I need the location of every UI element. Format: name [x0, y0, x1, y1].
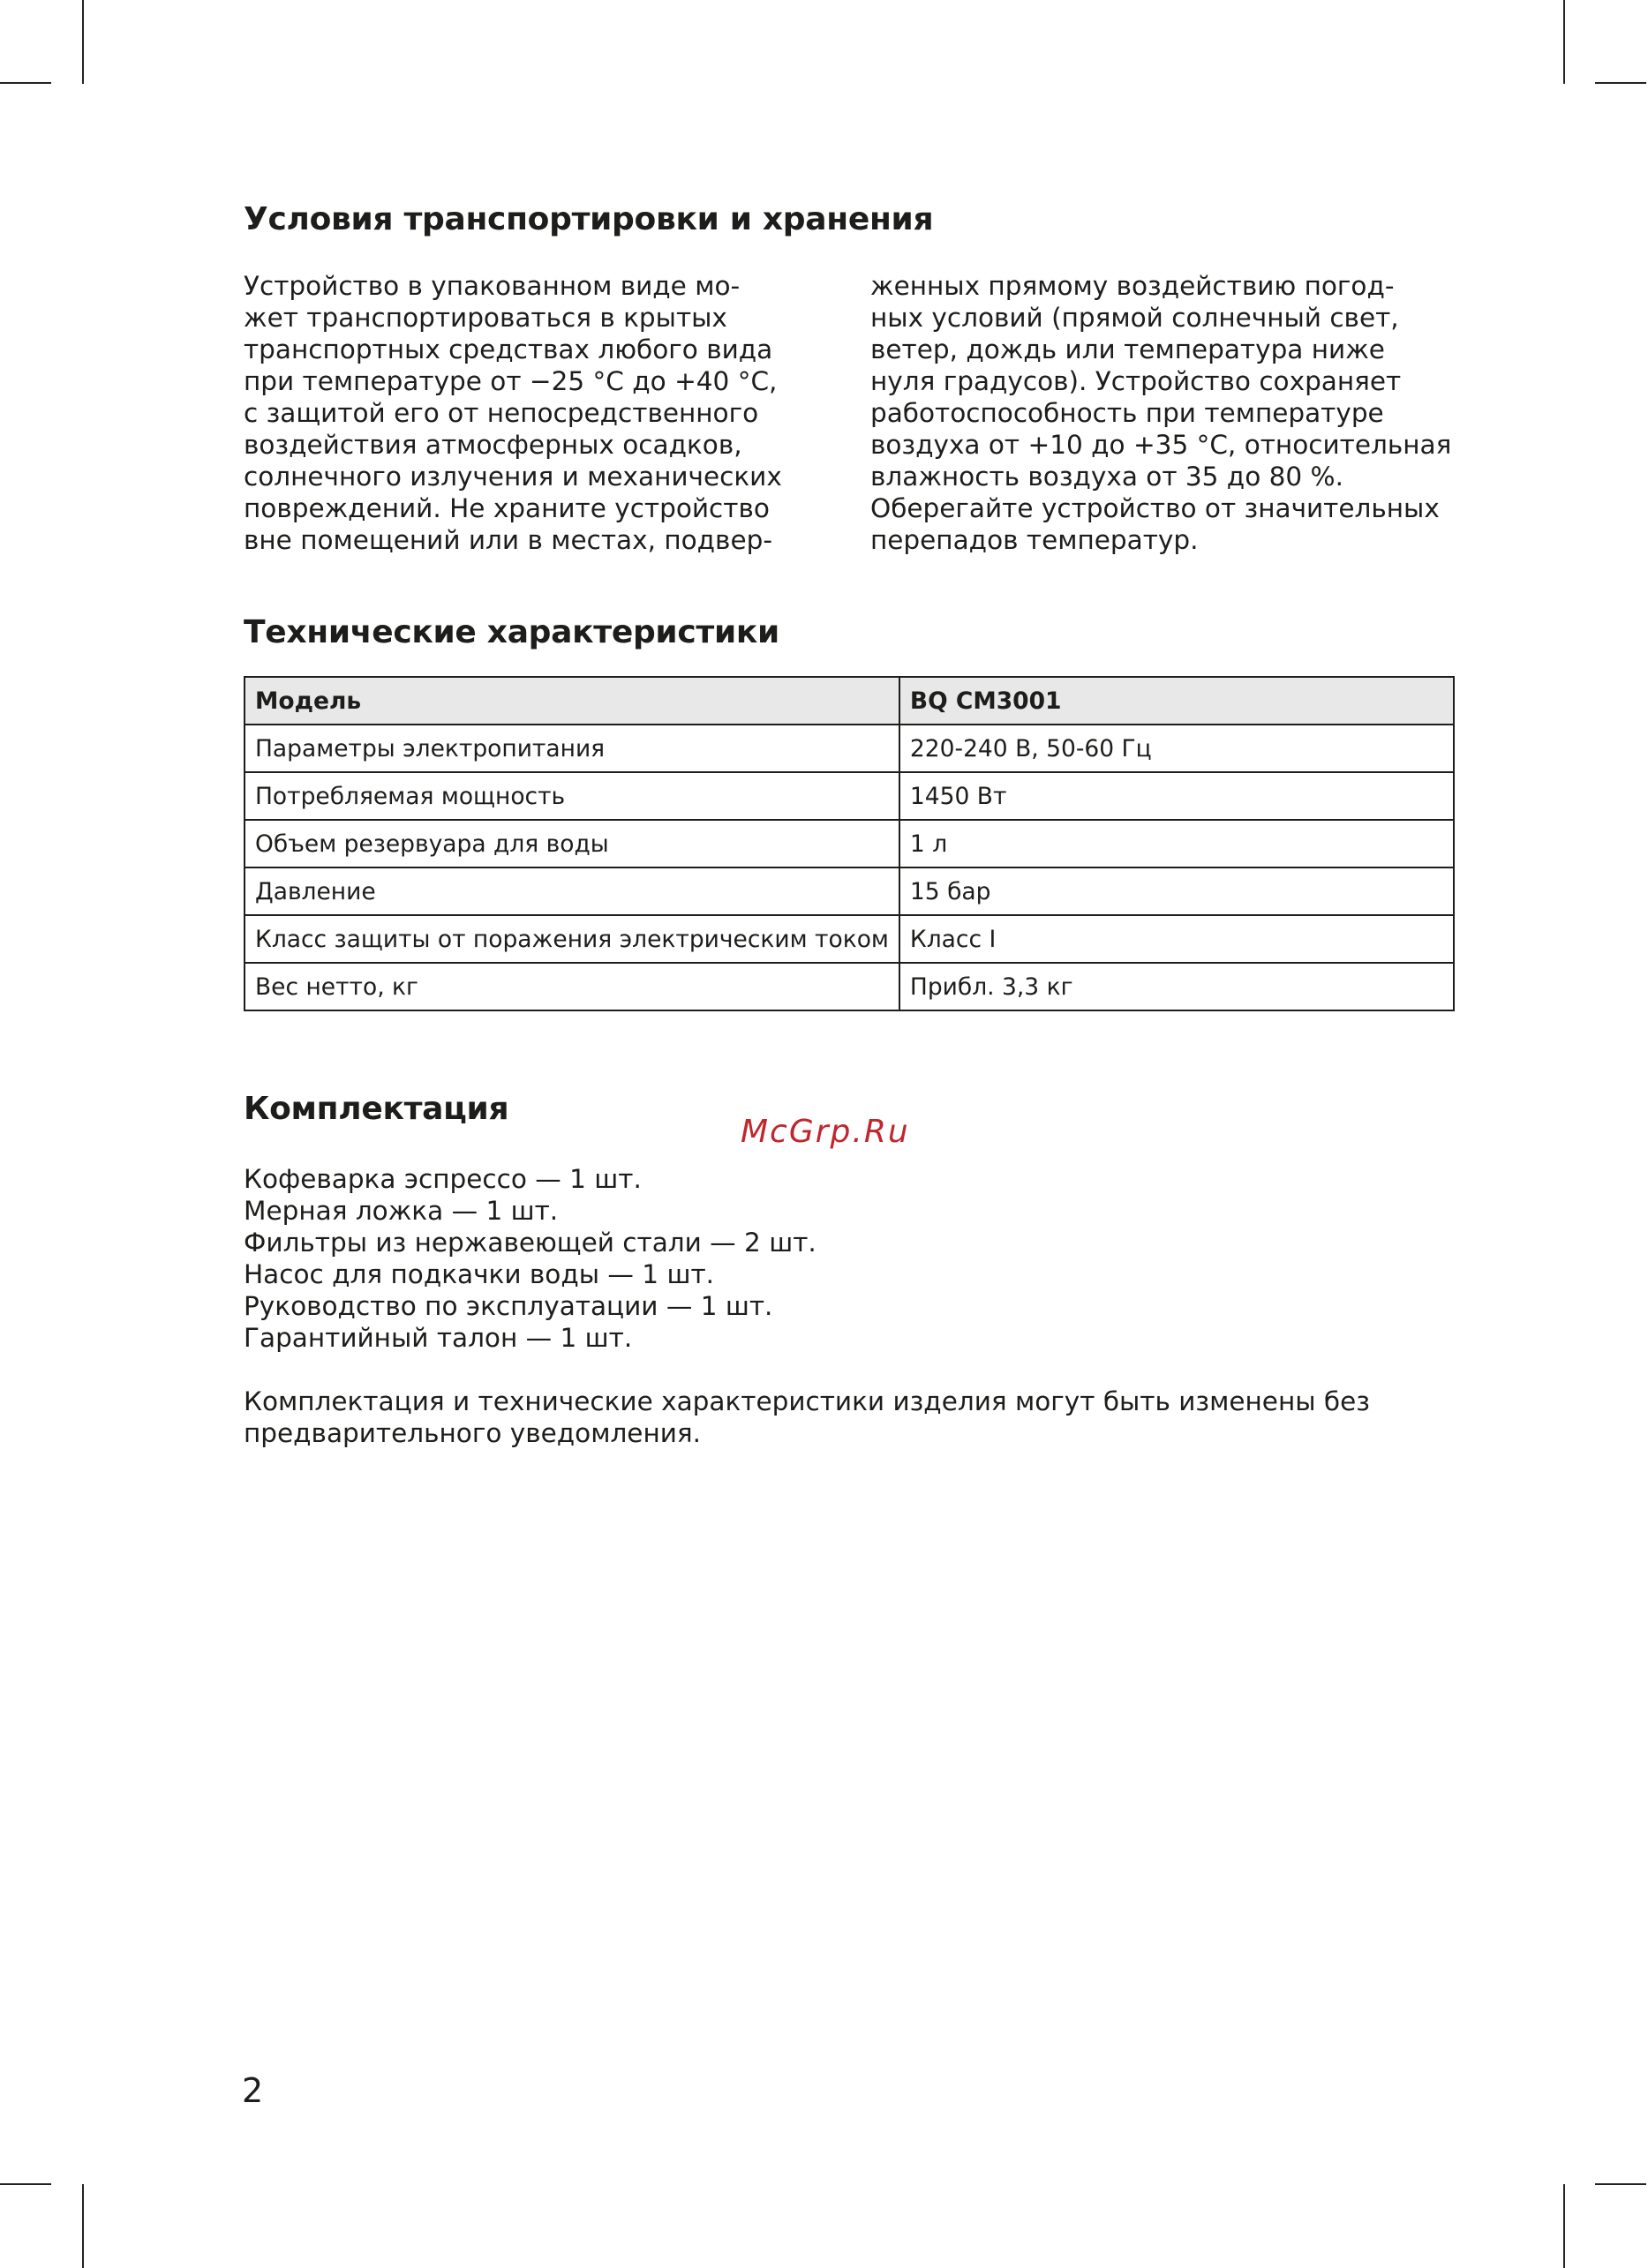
list-item: Мерная ложка — 1 шт. [244, 1196, 559, 1226]
kit-heading: Комплектация [244, 1091, 509, 1127]
table-cell: 1 л [899, 820, 1454, 867]
list-item: Руководство по эксплуатации — 1 шт. [244, 1291, 773, 1321]
table-cell: BQ CM3001 [899, 677, 1454, 725]
crop-mark [1563, 2184, 1565, 2268]
table-header-row [245, 677, 1454, 725]
crop-mark [1563, 0, 1565, 84]
table-row [245, 820, 1454, 867]
list-item: Насос для подкачки воды — 1 шт. [244, 1259, 715, 1289]
crop-mark [0, 82, 51, 84]
table-cell: 15 бар [899, 867, 1454, 915]
page-number: 2 [242, 2071, 264, 2110]
table-cell: 220-240 В, 50-60 Гц [899, 725, 1454, 772]
table-cell: Объем резервуара для воды [245, 820, 899, 867]
table-cell: Прибл. 3,3 кг [899, 963, 1454, 1010]
table-cell: Класс защиты от поражения электрическим током [245, 915, 899, 963]
list-item: Фильтры из нержавеющей стали — 2 шт. [244, 1228, 816, 1258]
table-row [245, 963, 1454, 1010]
watermark: McGrp.Ru [741, 1114, 910, 1150]
kit-list [244, 1163, 816, 1354]
table-row [245, 915, 1454, 963]
table-cell: Потребляемая мощность [245, 772, 899, 820]
table-cell: Давление [245, 867, 899, 915]
table-cell: Класс I [899, 915, 1454, 963]
specs-table [244, 676, 1455, 1011]
transport-text-col2: женных прямому воздействию погод- ных условий (прямой солнечный свет, ветер, дождь или температура ниже нуля градусов). Устройство сохраняет работоспособность при температуре воздуха от +10 до +35 °C, относительная влажность воздуха от 35 до 80 %. Оберегайте устройство от значительных перепадов температур. [870, 271, 1452, 555]
list-item: Гарантийный талон — 1 шт. [244, 1323, 633, 1353]
transport-text-col1: Устройство в упакованном виде мо- жет транспортироваться в крытых транспортных средствах любого вида при температуре от −25 °C до +40 °C, с защитой его от непосредственного воздействия атмосферных осадков, солнечного излучения и механических повреждений. Не храните устройство вне помещений или в местах, подвер- [244, 271, 782, 555]
kit-note: Комплектация и технические характеристики изделия могут быть изменены без предварительного уведомления. [244, 1386, 1370, 1448]
crop-mark [1595, 2183, 1646, 2185]
crop-mark [1595, 82, 1646, 84]
table-cell: Вес нетто, кг [245, 963, 899, 1010]
table-cell: Модель [245, 677, 899, 725]
crop-mark [82, 0, 84, 84]
table-row [245, 772, 1454, 820]
crop-mark [0, 2183, 51, 2185]
list-item: Кофеварка эспрессо — 1 шт. [244, 1164, 642, 1194]
crop-mark [82, 2184, 84, 2268]
table-row [245, 725, 1454, 772]
table-cell: 1450 Вт [899, 772, 1454, 820]
transport-heading: Условия транспортировки и хранения [244, 201, 934, 237]
table-cell: Параметры электропитания [245, 725, 899, 772]
table-row [245, 867, 1454, 915]
specs-heading: Технические характеристики [244, 614, 779, 650]
